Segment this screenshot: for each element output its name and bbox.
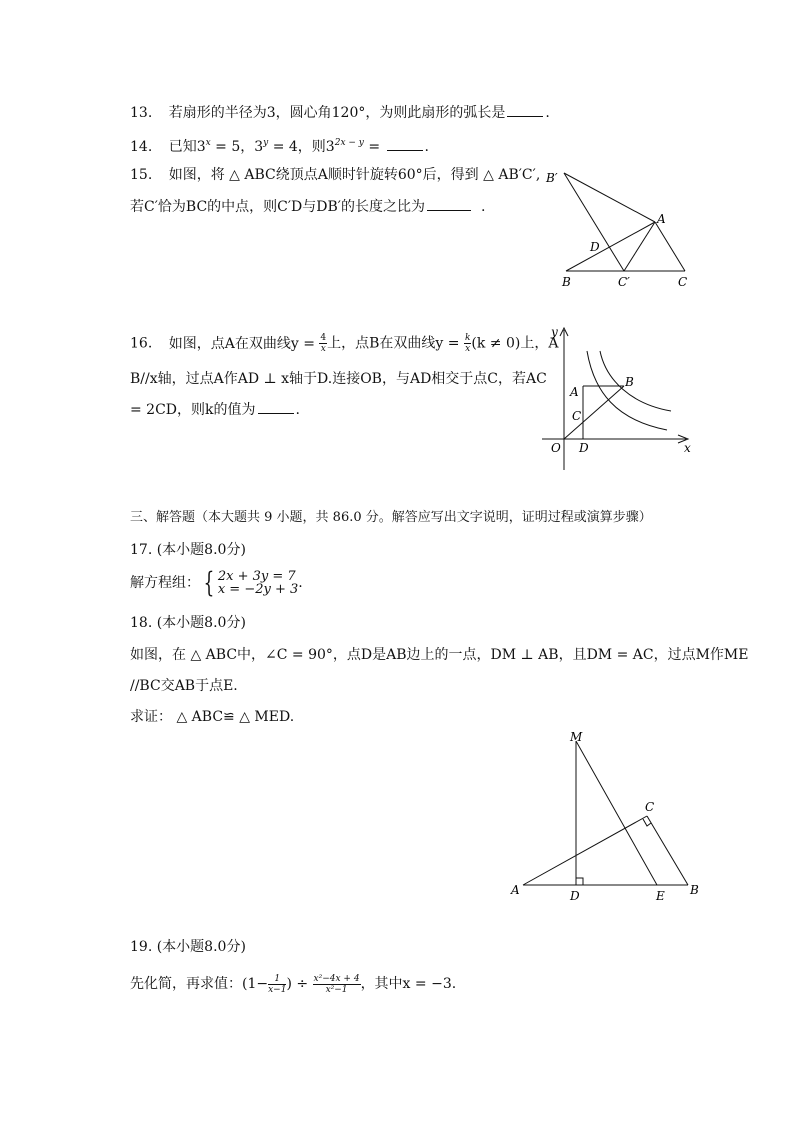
question-17-body	[130, 568, 303, 598]
q16-figure	[536, 322, 696, 472]
expr-part: ，其中x = −3.	[360, 976, 457, 992]
question-text: 若扇形的半径为3，圆心角120°，为则此扇形的弧长是	[168, 105, 506, 121]
fraction-denominator: x	[320, 344, 326, 354]
question-text-end: .	[295, 402, 300, 418]
label-d: D	[570, 889, 580, 903]
fraction-denominator: x	[465, 344, 471, 354]
expr-part: .	[424, 139, 429, 155]
question-19-head: 19. (本小题8.0分)	[130, 939, 246, 955]
question-text: 如图，将 △ ABC绕顶点A顺时针旋转60°后，得到 △ AB′C′,	[168, 167, 541, 183]
question-16-line2	[130, 369, 547, 389]
label-c: C	[678, 275, 688, 289]
equation-2: x = −2y + 3	[217, 582, 299, 597]
line-a-c	[655, 222, 685, 271]
expr-part: 已知3	[168, 139, 206, 155]
question-number: 16.	[130, 335, 153, 352]
label-a: A	[657, 212, 666, 226]
fraction-numerator: x²−4x + 4	[313, 973, 360, 984]
answer-blank[interactable]	[507, 104, 543, 117]
question-text-end: .	[545, 105, 550, 121]
question-16-line3	[130, 400, 300, 420]
fraction-denominator: x²−1	[325, 984, 348, 995]
line-c-b	[647, 816, 688, 885]
answer-blank[interactable]	[258, 401, 294, 414]
label-b: B	[690, 883, 699, 897]
question-19-body	[130, 972, 456, 996]
exponent: x	[205, 138, 211, 148]
system-brace: {	[203, 566, 215, 599]
question-17-head: 17. (本小题8.0分)	[130, 542, 246, 558]
fraction-1-over-x-minus-1	[268, 974, 286, 995]
question-text: = 2CD，则k的值为	[130, 402, 256, 418]
label-o: O	[551, 441, 561, 455]
q15-figure	[540, 165, 700, 295]
question-text-end: .	[480, 199, 486, 215]
answer-blank[interactable]	[387, 138, 423, 151]
q18-figure	[505, 725, 710, 910]
question-18-head: 18. (本小题8.0分)	[130, 615, 246, 631]
label-b-prime: B′	[546, 171, 558, 185]
question-text: (k ≠ 0)上，A	[471, 335, 559, 352]
exponent: 2x − y	[334, 138, 364, 148]
expr-part: = 4，则3	[268, 139, 335, 155]
expr-part: =	[363, 139, 385, 155]
section-heading: 三、解答题（本大题共 9 小题，共 86.0 分。解答应写出文字说明，证明过程或演算步骤）	[130, 510, 652, 525]
question-number: 14.	[130, 139, 153, 155]
line-b-a	[566, 222, 655, 271]
label-d: D	[579, 441, 589, 455]
label-b: B	[625, 375, 634, 389]
label-m: M	[570, 730, 583, 744]
question-text: 如图，点A在双曲线y =	[168, 335, 320, 352]
expr-part: 先化简，再求值：(1−	[130, 976, 269, 992]
question-18-line2: //BC交AB于点E.	[130, 678, 238, 694]
label-c: C	[572, 409, 582, 423]
question-18-line1: 如图，在 △ ABC中，∠C = 90°，点D是AB边上的一点，DM ⊥ AB，且DM = AC，过点M作ME	[130, 647, 749, 663]
line-bprime-a	[564, 173, 655, 222]
question-15-line1	[130, 165, 540, 185]
equation-1: 2x + 3y = 7	[217, 569, 296, 584]
line-bprime-cprime	[564, 173, 624, 271]
question-text: 若C′恰为BC的中点，则C′D与DB′的长度之比为	[130, 199, 425, 215]
question-14	[130, 133, 429, 157]
line-a-c	[523, 816, 647, 885]
label-y: y	[551, 325, 558, 339]
question-15-line2	[130, 197, 485, 217]
label-a: A	[570, 385, 579, 399]
question-18-line3: 求证： △ ABC≌ △ MED.	[130, 709, 295, 725]
label-e: E	[656, 889, 665, 903]
label-d: D	[590, 240, 600, 254]
curve-4-over-x	[587, 351, 667, 430]
exponent: y	[263, 138, 269, 148]
label-x: x	[684, 441, 691, 455]
right-angle-d	[576, 878, 583, 885]
question-13	[130, 103, 550, 123]
label-b: B	[562, 275, 571, 289]
fraction-polynomial	[313, 974, 361, 995]
question-text: 上，点B在双曲线y =	[327, 335, 464, 352]
fraction-numerator: 4	[320, 333, 327, 343]
answer-blank[interactable]	[427, 198, 471, 211]
question-number: 15.	[130, 167, 153, 183]
label-a: A	[511, 883, 520, 897]
label-c-prime: C′	[618, 275, 630, 289]
question-text-end: .	[298, 575, 303, 591]
fraction-numerator: 1	[268, 974, 286, 985]
question-16-line1	[130, 333, 558, 354]
question-number: 13.	[130, 105, 153, 121]
fraction-4-over-x	[319, 333, 327, 354]
equation-system	[218, 570, 298, 596]
label-c: C	[645, 800, 655, 814]
fraction-numerator: k	[464, 333, 471, 343]
question-text: 解方程组：	[130, 575, 200, 591]
expr-part: = 5，3	[210, 139, 264, 155]
expr-part: ) ÷	[286, 976, 313, 992]
fraction-denominator: x−1	[268, 984, 287, 995]
question-text: B//x轴，过点A作AD ⊥ x轴于D.连接OB，与AD相交于点C，若AC	[130, 371, 547, 387]
line-a-cprime	[624, 222, 655, 271]
